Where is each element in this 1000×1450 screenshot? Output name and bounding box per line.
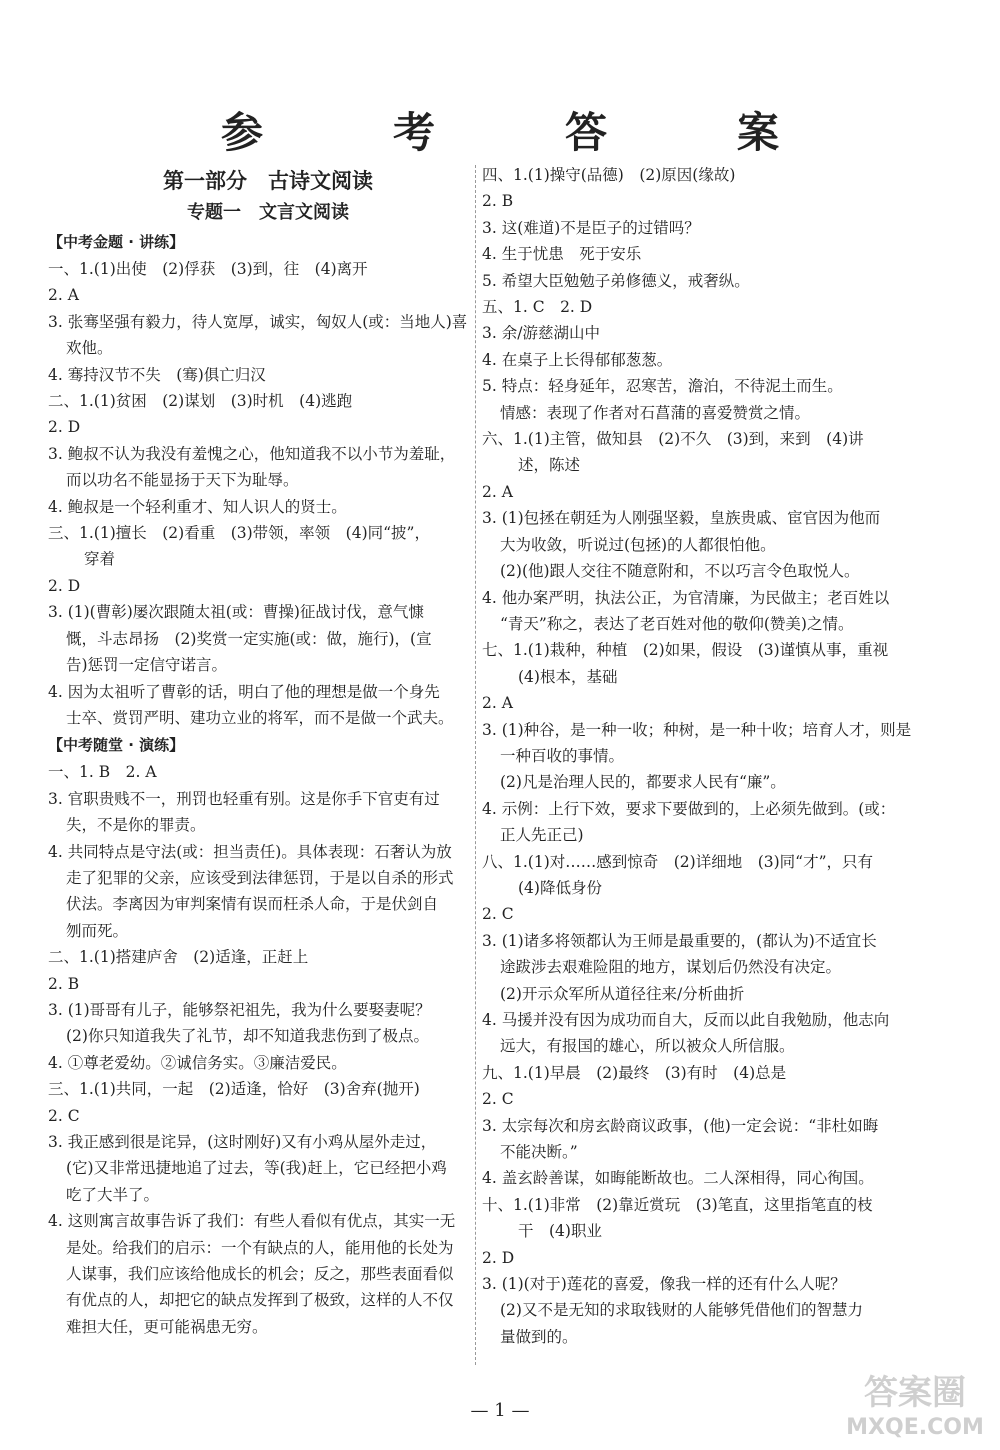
right-column [482,162,922,1350]
answer-line: (它)又非常迅捷地追了过去，等(我)赶上，它已经把小鸡 [66,1159,447,1178]
answer-line: 4. 鲍叔是一个轻利重才、知人识人的贤士。 [48,497,347,516]
answer-line: 3. 鲍叔不认为我没有羞愧之心，他知道我不以小节为羞耻， [48,444,456,463]
answer-line: 而以功名不能显扬于天下为耻辱。 [66,471,299,490]
answer-line: “青天”称之，表达了老百姓对他的敬仰(赞美)之情。 [500,614,854,633]
answer-line: 八、1.(1)对……感到惊奇 (2)详细地 (3)同“才”，只有 [482,852,874,871]
topic-title: 专题一 文言文阅读 [187,202,349,223]
watermark-logo [840,1362,990,1442]
answer-line: 途跋涉去艰难险阻的地方，谋划后仍然没有决定。 [500,958,842,977]
right-column-body [482,162,922,1350]
answer-line: 4. 示例：上行下效，要求下要做到的，上必须先做到。(或： [482,799,896,818]
answer-line: (2)开示众军所从道径往来/分析曲折 [500,984,745,1003]
answer-line: 告)惩罚一定信守诺言。 [66,656,228,675]
answer-line: 五、1. C 2. D [482,298,593,317]
left-column-body [48,228,488,1340]
answer-line: 走了犯罪的父亲，应该受到法律惩罚，于是以自杀的形式 [66,868,454,887]
answer-line: 一、1.(1)出使 (2)俘获 (3)到，往 (4)离开 [48,260,368,278]
answer-line: 三、1.(1)共同，一起 (2)适逢，恰好 (3)舍弃(抛开) [48,1080,420,1099]
answer-line: 吃了大半了。 [66,1185,160,1204]
answer-line: 3. 官职贵贱不一，刑罚也轻重有别。这是你手下官吏有过 [48,789,440,808]
answer-line: 4. ①尊老爱幼。②诚信务实。③廉洁爱民。 [48,1053,347,1072]
answer-line: 4. 骞持汉节不失 (骞)俱亡归汉 [48,365,266,384]
answer-line: 5. 特点：轻身延年，忍寒苦，澹泊，不待泥土而生。 [482,377,843,396]
answer-line: (2)你只知道我失了礼节，却不知道我悲伤到了极点。 [66,1027,429,1046]
answer-line: 2. D [482,1248,515,1267]
answer-line: 人谋事，我们应该给他成长的机会；反之，那些表面看似 [66,1265,454,1284]
answer-line: 2. B [482,192,514,211]
answer-line: 2. C [482,905,514,924]
watermark-url: MXQE.COM [846,1415,984,1440]
answer-line: 伏法。李离因为审判案情有误而枉杀人命，于是伏剑自 [66,895,439,914]
answer-line: 3. (1)诸多将领都认为王师是最重要的，(都认为)不适宜长 [482,931,877,950]
answer-line: 4. 共同特点是守法(或：担当责任)。具体表现：石奢认为放 [48,842,452,861]
answer-line: 3. (1)包拯在朝廷为人刚强坚毅，皇族贵戚、宦官因为他而 [482,509,881,528]
answer-line: 4. 盖玄龄善谋，如晦能断故也。二人深相得，同心徇国。 [482,1169,874,1188]
answer-line: 4. 他办案严明，执法公正，为官清廉，为民做主；老百姓以 [482,588,890,607]
answer-line: 一种百收的事情。 [500,746,625,765]
answer-line: 二、1.(1)搭建庐舍 (2)适逢，正赶上 [48,948,309,967]
watermark-logo-text: 答案圈 [864,1373,966,1413]
answer-line: 远大，有报国的雄心，所以被众人所信服。 [500,1037,795,1056]
answer-line: 干 (4)职业 [518,1222,602,1241]
answer-line: 4. 这则寓言故事告诉了我们：有些人看似有优点，其实一无 [48,1212,456,1231]
answer-line: (4)根本，基础 [518,667,618,686]
answer-line: 4. 在桌子上长得郁郁葱葱。 [482,350,673,369]
answer-line: 不能决断。” [500,1143,578,1162]
answer-line: 穿着 [84,550,116,569]
left-column [48,162,488,1340]
answer-line: 九、1.(1)早晨 (2)最终 (3)有时 (4)总是 [482,1063,787,1082]
answer-line: 2. C [48,1106,80,1125]
answer-line: 大为收敛，听说过(包拯)的人都很怕他。 [500,535,776,554]
answer-line: 2. D [48,418,81,437]
section-heading: 【中考金题 · 讲练】 [48,233,185,251]
section-heading: 【中考随堂 · 演练】 [48,736,185,755]
answer-line: 量做到的。 [500,1327,578,1346]
answer-line: 刎而死。 [66,921,129,940]
answer-line: 2. B [48,974,80,993]
answer-line: 4. 马援并没有因为成功而自大，反而以此自我勉励，他志向 [482,1011,890,1029]
answer-line: 2. C [482,1090,514,1109]
answer-line: 述，陈述 [518,456,581,475]
answer-line: 有优点的人，却把它的缺点发挥到了极致，这样的人不仅 [66,1291,454,1310]
answer-line: 3. 张骞坚强有毅力，待人宽厚，诚实，匈奴人(或：当地人)喜 [48,312,468,331]
answer-line: (2)凡是治理人民的，都要求人民有“廉”。 [500,773,786,792]
answer-line: 正人先正己) [500,826,584,845]
answer-line: 慨，斗志昂扬 (2)奖赏一定实施(或：做，施行)，(宣 [66,629,432,648]
answer-line: 5. 希望大臣勉勉子弟修德义，戒奢纵。 [482,271,750,290]
answer-line: 情感：表现了作者对石菖蒲的喜爱赞赏之情。 [500,403,811,422]
answer-line: 七、1.(1)栽种，种植 (2)如果，假设 (3)谨慎从事，重视 [482,641,889,660]
answer-line: 3. 太宗每次和房玄龄商议政事，(他)一定会说：“非杜如晦 [482,1116,879,1135]
answer-line: 2. A [482,694,513,713]
answer-line: 3. 我正感到很是诧异，(这时刚好)又有小鸡从屋外走过， [48,1133,437,1151]
page-number: — 1 — [470,1400,530,1421]
answer-line: (2)(他)跟人交往不随意附和，不以巧言令色取悦人。 [500,562,860,581]
answer-line: 3. (1)哥哥有儿子，能够祭祀祖先，我为什么要娶妻呢？ [48,1000,431,1019]
answer-line: 3. (1)(对于)莲花的喜爱，像我一样的还有什么人呢？ [482,1275,846,1294]
answer-line: 欢他。 [66,339,113,358]
answer-line: (2)又不是无知的求取钱财的人能够凭借他们的智慧力 [500,1301,863,1320]
answer-line: 是处。给我们的启示：一个有缺点的人，能用他的长处为 [66,1238,454,1257]
answer-line: 失，不是你的罪责。 [66,816,206,835]
answer-line: 难担大任，更可能祸患无穷。 [66,1317,268,1336]
answer-line: 3. (1)种谷，是一种一收；种树，是一种十收；培育人才，则是 [482,720,912,739]
answer-line: 士卒、赏罚严明、建功立业的将军，而不是做一个武夫。 [66,708,454,727]
answer-line: 2. A [48,286,79,305]
page-title: 参 考 答 案 [220,108,823,157]
answer-line: 十、1.(1)非常 (2)靠近赏玩 (3)笔直，这里指笔直的枝 [482,1195,873,1214]
answer-line: 2. A [482,482,513,501]
answer-line: 三、1.(1)擅长 (2)看重 (3)带领，率领 (4)同“披”， [48,524,430,543]
answer-line: 4. 生于忧患 死于安乐 [482,245,642,264]
answer-line: 一、1. B 2. A [48,763,157,782]
answer-line: 2. D [48,576,81,595]
answer-line: 3. (1)(曹彰)屡次跟随太祖(或：曹操)征战讨伐，意气慷 [48,603,424,622]
part-title: 第一部分 古诗文阅读 [163,169,373,193]
answer-line: 4. 因为太祖听了曹彰的话，明白了他的理想是做一个身先 [48,682,440,701]
answer-line: (4)降低身份 [518,878,602,897]
answer-line: 二、1.(1)贫困 (2)谋划 (3)时机 (4)逃跑 [48,392,353,411]
answer-line: 四、1.(1)操守(品德) (2)原因(缘故) [482,166,736,184]
answer-line: 六、1.(1)主管，做知县 (2)不久 (3)到，来到 (4)讲 [482,430,864,449]
answer-line: 3. 余/游慈湖山中 [482,324,600,343]
answer-line: 3. 这(难道)不是臣子的过错吗？ [482,218,700,237]
